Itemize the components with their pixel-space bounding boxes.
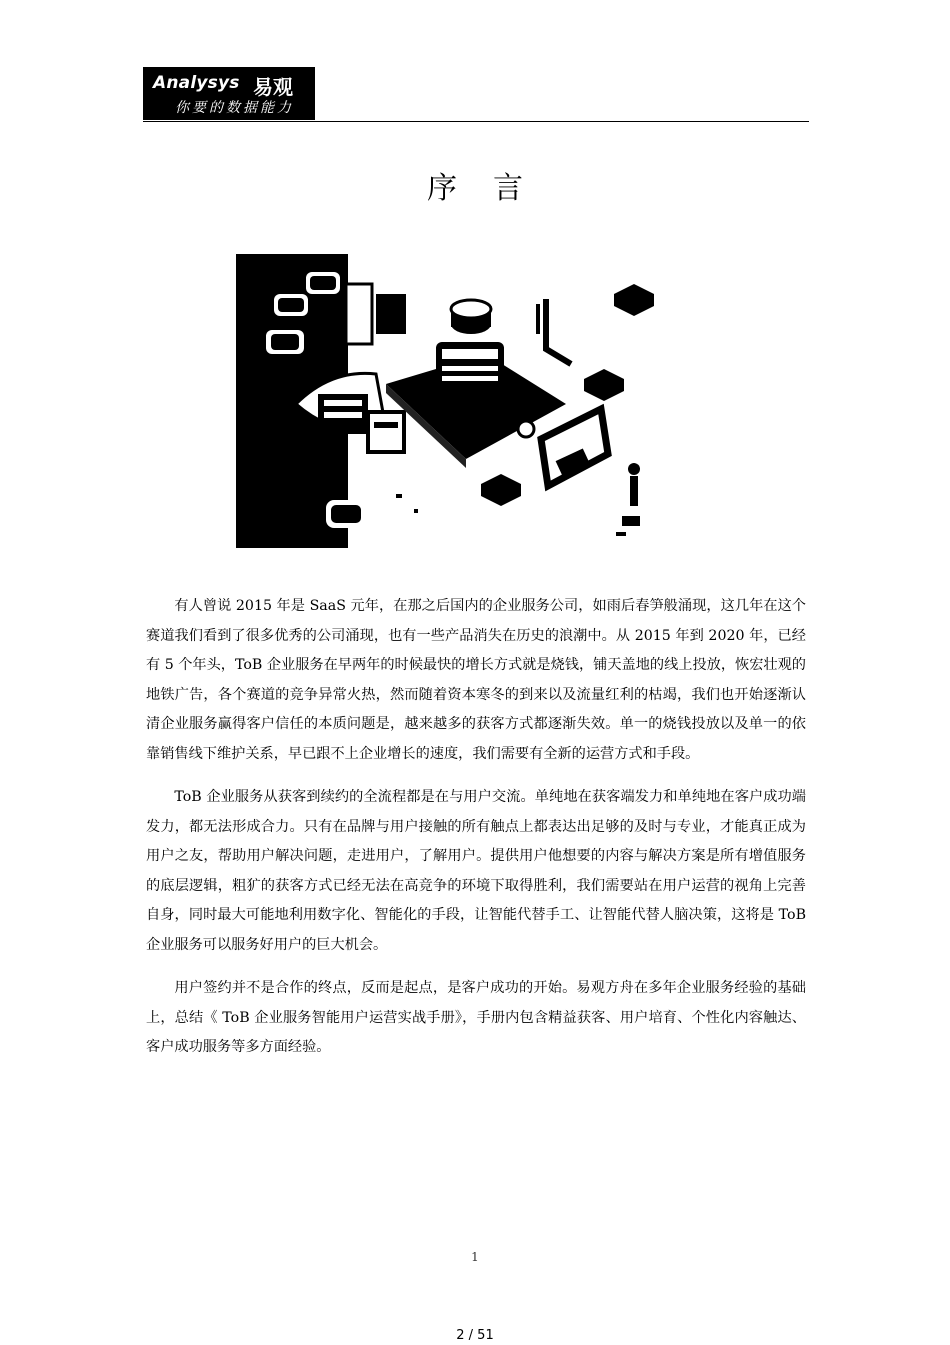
brand-name-cn: 易观 bbox=[253, 75, 293, 99]
page-title: 序言 bbox=[427, 171, 559, 206]
page-number: 1 bbox=[471, 1250, 479, 1264]
paragraph: 用户签约并不是合作的终点，反而是起点，是客户成功的开始。易观方舟在多年企业服务经验的基础上，总结《 ToB 企业服务智能用户运营实战手册》，手册内包含精益获客、用户培育、个性化内容触达、客户成功服务等多方面经验。 bbox=[146, 980, 806, 1055]
header-divider bbox=[143, 121, 809, 122]
isometric-illustration bbox=[236, 254, 666, 548]
brand-logo bbox=[143, 67, 315, 120]
brand-slogan: 你要的数据能力 bbox=[175, 100, 294, 116]
pdf-page-counter: 2 / 51 bbox=[456, 1328, 494, 1343]
brand-name-en: Analysys bbox=[153, 73, 240, 93]
paragraph: ToB 企业服务从获客到续约的全流程都是在与用户交流。单纯地在获客端发力和单纯地在客户成功端发力，都无法形成合力。只有在品牌与用户接触的所有触点上都表达出足够的及时与专业，才能真正成为用户之友，帮助用户解决问题，走进用户，了解用户。提供用户他想要的内容与解决方案是所有增值服务的底层逻辑，粗犷的获客方式已经无法在高竞争的环境下取得胜利，我们需要站在用户运营的视角上完善自身，同时最大可能地利用数字化、智能化的手段，让智能代替手工、让智能代替人脑决策，这将是 ToB 企业服务可以服务好用户的巨大机会。 bbox=[146, 789, 806, 953]
preface-body bbox=[146, 592, 806, 1077]
paragraph: 有人曾说 2015 年是 SaaS 元年，在那之后国内的企业服务公司，如雨后春笋般涌现，这几年在这个赛道我们看到了很多优秀的公司涌现，也有一些产品消失在历史的浪潮中。从 2015 年到 2020 年，已经有 5 个年头，ToB 企业服务在早两年的时候最快的增长方式就是烧钱，铺天盖地的线上投放，恢宏壮观的地铁广告，各个赛道的竞争异常火热，然而随着资本寒冬的到来以及流量红利的枯竭，我们也开始逐渐认清企业服务赢得客户信任的本质问题是，越来越多的获客方式都逐渐失效。单一的烧钱投放以及单一的依靠销售线下维护关系，早已跟不上企业增长的速度，我们需要有全新的运营方式和手段。 bbox=[146, 598, 806, 762]
